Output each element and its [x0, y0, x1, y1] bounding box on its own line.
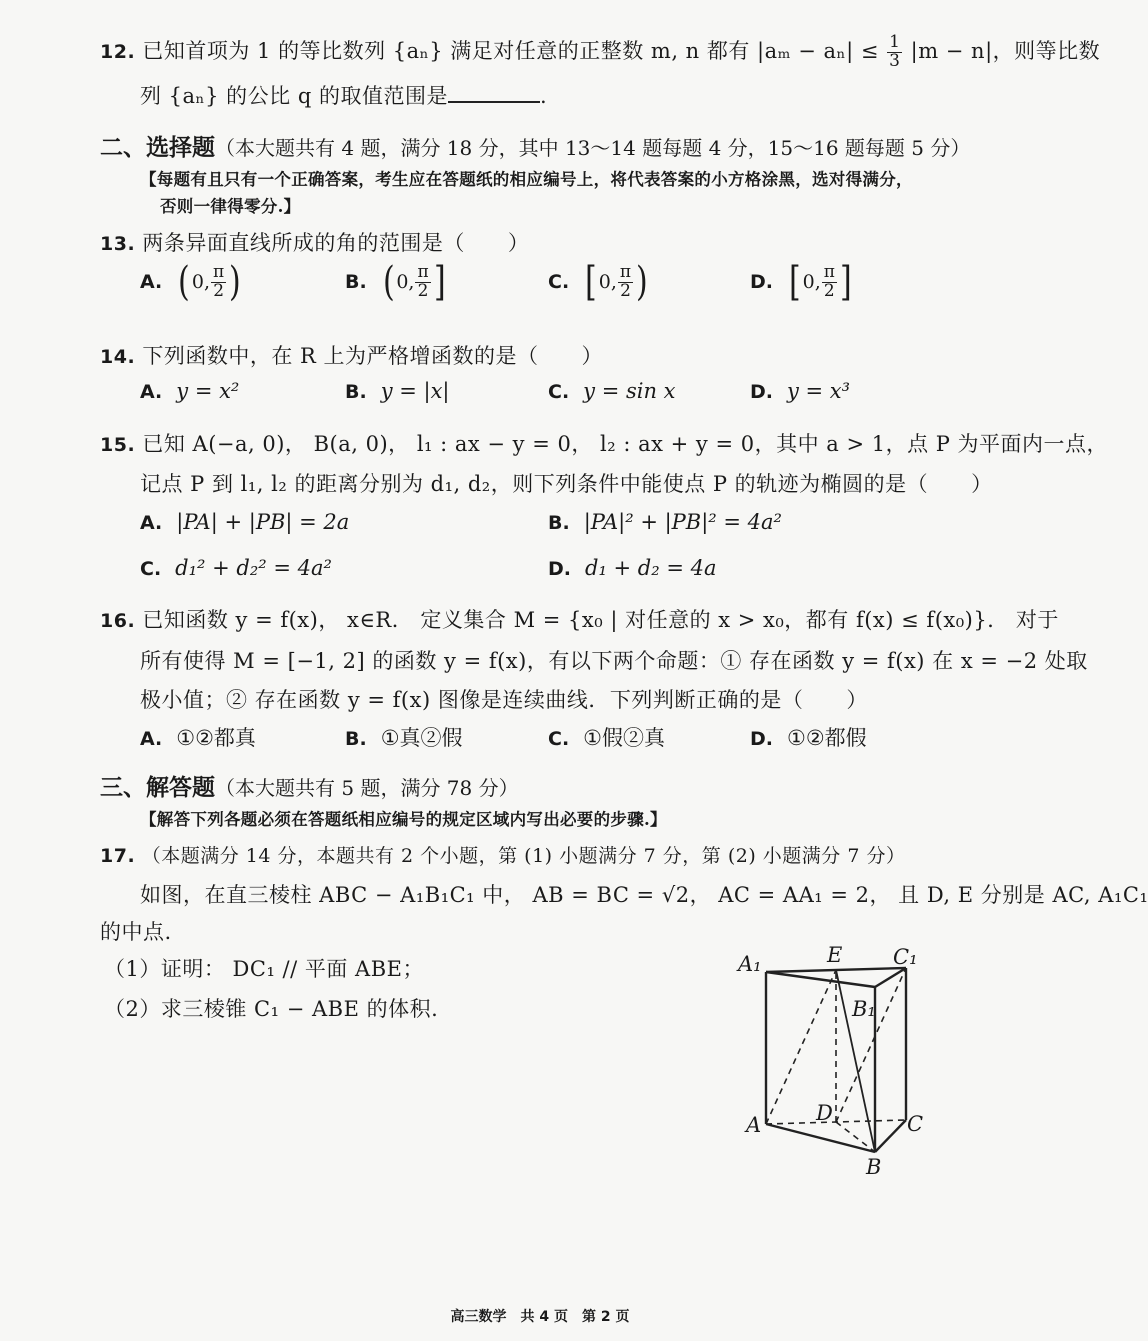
q14-option-c[interactable]: C. y = sin x — [548, 379, 676, 403]
q16-option-c[interactable]: C. ①假②真 — [548, 726, 665, 750]
q16-line3: 极小值；② 存在函数 y = f(x) 图像是连续曲线．下列判断正确的是（ ） — [140, 688, 868, 712]
label-d: D — [816, 1101, 833, 1125]
q12-text-a: 已知首项为 1 的等比数列 {aₙ} 满足对任意的正整数 m, n 都有 |aₘ − aₙ| ≤ — [142, 38, 887, 63]
label-e: E — [827, 943, 843, 967]
q17-part1: （1）证明： DC₁ // 平面 ABE； — [104, 957, 424, 981]
q12-line1 — [100, 34, 1100, 71]
section2-instructions-2: 否则一律得零分.】 — [160, 197, 301, 216]
q13-stem: 13. 两条异面直线所成的角的范围是（ ） — [100, 231, 530, 255]
q12-fraction: $\frac{1}{3}$ — [889, 32, 901, 71]
label-b: B — [866, 1155, 882, 1179]
edge-a1-b1 — [766, 972, 875, 987]
section2-instructions-1: 【每题有且只有一个正确答案，考生应在答题纸的相应编号上，将代表答案的小方格涂黑，选对得满分， — [140, 170, 913, 189]
q13-option-c[interactable]: C. [ 0, $\frac{\pi}{2}$ ) — [548, 259, 648, 305]
edge-a-b — [766, 1124, 875, 1152]
q12-text-b: |m − n|，则等比数 — [903, 38, 1101, 63]
q15-option-a[interactable]: A. |PA| + |PB| = 2a — [140, 510, 350, 534]
q17-line2: 的中点. — [100, 920, 172, 944]
q15-line1: 15. 已知 A(−a, 0)， B(a, 0)， l₁ : ax − y = 0， l₂ : ax + y = 0，其中 a > 1，点 P 为平面内一点， — [100, 432, 1109, 456]
q12-number: 12. — [100, 40, 136, 63]
edge-d-c1-hidden — [836, 968, 906, 1122]
q15-option-c[interactable]: C. d₁² + d₂² = 4a² — [140, 556, 332, 580]
q15-line2: 记点 P 到 l₁, l₂ 的距离分别为 d₁, d₂，则下列条件中能使点 P 的轨迹为椭圆的是（ ） — [140, 472, 993, 496]
q16-line2: 所有使得 M = [−1, 2] 的函数 y = f(x)，有以下两个命题：① 存在函数 y = f(x) 在 x = −2 处取 — [140, 649, 1088, 673]
label-b1: B₁ — [852, 997, 876, 1021]
q16-option-a[interactable]: A. ①②都真 — [140, 726, 256, 750]
q16-line1: 16. 已知函数 y = f(x)， x∈R． 定义集合 M = {x₀ | 对任意的 x > x₀，都有 f(x) ≤ f(x₀)}． 对于 — [100, 608, 1059, 632]
q17-line1: 如图，在直三棱柱 ABC − A₁B₁C₁ 中， AB = BC = √2， AC = AA₁ = 2， 且 D, E 分别是 AC, A₁C₁ — [140, 883, 1148, 907]
q16-option-d[interactable]: D. ①②都假 — [750, 726, 867, 750]
q12-line2: 列 {aₙ} 的公比 q 的取值范围是 . — [140, 84, 548, 108]
section3-heading: 三、解答题（本大题共有 5 题，满分 78 分） — [100, 774, 519, 801]
q14-option-b[interactable]: B. y = |x| — [345, 379, 450, 403]
prism-figure — [730, 940, 940, 1180]
q13-option-b[interactable]: B. ( 0, $\frac{\pi}{2}$ ] — [345, 259, 446, 305]
label-a: A — [746, 1113, 762, 1137]
q13-option-d[interactable]: D. [ 0, $\frac{\pi}{2}$ ] — [750, 259, 852, 305]
section3-instructions: 【解答下列各题必须在答题纸相应编号的规定区域内写出必要的步骤.】 — [140, 810, 667, 829]
q14-option-a[interactable]: A. y = x² — [140, 379, 240, 403]
q15-option-b[interactable]: B. |PA|² + |PB|² = 4a² — [548, 510, 782, 534]
q12-answer-blank — [448, 83, 540, 103]
q13-option-a[interactable]: A. ( 0, $\frac{\pi}{2}$ ) — [140, 259, 241, 305]
section2-heading: 二、选择题（本大题共有 4 题，满分 18 分，其中 13～14 题每题 4 分，15～16 题每题 5 分） — [100, 134, 971, 161]
q17-header: 17. （本题满分 14 分，本题共有 2 个小题，第 (1) 小题满分 7 分，第 (2) 小题满分 7 分） — [100, 845, 906, 867]
q14-stem: 14. 下列函数中，在 R 上为严格增函数的是（ ） — [100, 344, 604, 368]
q15-option-d[interactable]: D. d₁ + d₂ = 4a — [548, 556, 717, 580]
label-a1: A₁ — [738, 952, 762, 976]
page-footer: 高三数学 共 4 页 第 2 页 — [450, 1309, 630, 1325]
q14-option-d[interactable]: D. y = x³ — [750, 379, 851, 403]
edge-b-c — [875, 1120, 906, 1152]
q16-option-b[interactable]: B. ①真②假 — [345, 726, 463, 750]
label-c: C — [907, 1112, 924, 1136]
q17-part2: （2）求三棱锥 C₁ − ABE 的体积. — [104, 997, 439, 1021]
label-c1: C₁ — [893, 945, 918, 969]
